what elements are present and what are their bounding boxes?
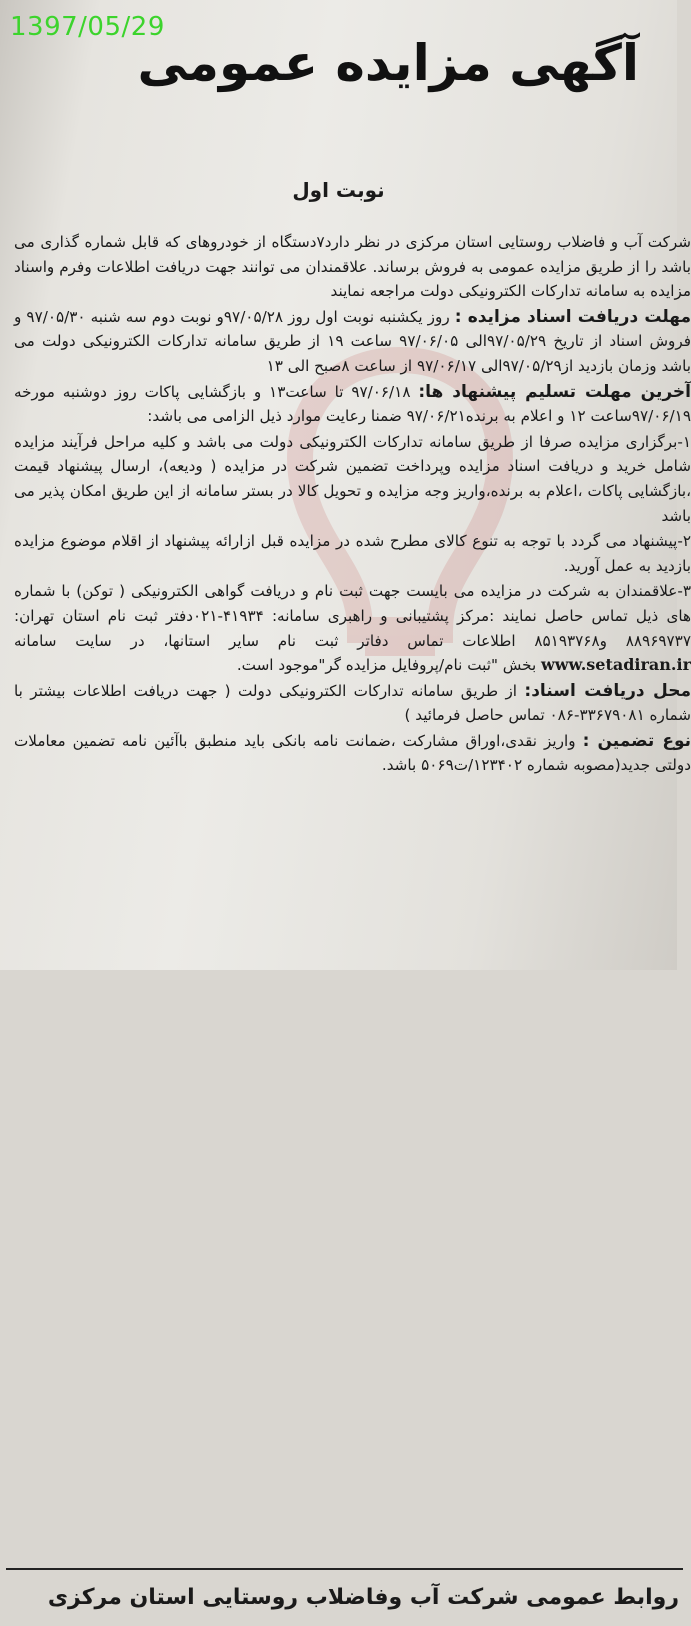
delivery-paragraph [14,679,691,728]
condition-item-3-text: ۳-علاقمندان به شرکت در مزایده می بایست جهت ثبت نام و دریافت گواهی الکترونیکی ( توکن) با شماره های ذیل تماس حاصل نمایند :مرکز پشتیبانی و راهبری سامانه: ۴۱۹۳۴-۰۲۱دفتر ثبت نام استان تهران: ۸۸۹۶۹۷۳۷ و۸۵۱۹۳۷۶۸ اطلاعات تماس دفاتر ثبت نام سایر استانها، در سایت سامانه [14,582,691,650]
delivery-text: از طریق سامانه تدارکات الکترونیکی دولت ( جهت دریافت اطلاعات بیشتر با شماره ۳۳۶۷۹۰۸۱-۰۸۶ تماس حاصل فرمائید ) [14,681,691,725]
docs-deadline-text: روز یکشنبه نوبت اول روز ۹۷/۰۵/۲۸و نوبت دوم سه شنبه ۹۷/۰۵/۳۰ و فروش اسناد از تاریخ ۹۷/۰۵/۲۹الی ۹۷/۰۶/۰۵ ساعت ۱۹ از طریق سامانه تدارکات الکترونیکی دولت می باشد وزمان بازدید از۹۷/۰۵/۲۹الی ۹۷/۰۶/۱۷ از ساعت ۸صبح الی ۱۳ [14,307,691,375]
site-url-suffix: بخش "ثبت نام/پروفایل مزایده گر"موجود است. [236,656,537,675]
announcement-body [14,230,691,778]
offers-deadline-heading: آخرین مهلت تسلیم پیشنهاد ها: [418,381,691,402]
guarantee-text: واریز نقدی،اوراق مشارکت ،ضمانت نامه بانکی باید منطبق باآئین نامه تضمین معاملات دولتی جدید(مصوبه شماره ۱۲۳۴۰۲/ت۵۰۶۹ باشد. [14,731,691,775]
date-stamp: 1397/05/29 [10,12,165,42]
condition-item-1: ۱-برگزاری مزایده صرفا از طریق سامانه تدارکات الکترونیکی دولت می باشد و کلیه مراحل فرآیند مزایده شامل خرید و دریافت اسناد مزایده وپرداخت تضمین شرکت در مزایده ( ودیعه)، ارسال پیشنهاد قیمت ،بازگشایی پاکات ،اعلام به برنده،واریز وجه مزایده و تحویل کالا در بستر سامانه از این طریق امکان پذیر می باشد [14,432,691,525]
condition-item-3 [14,579,691,677]
docs-deadline-heading: مهلت دریافت اسناد مزایده : [454,306,691,327]
guarantee-paragraph [14,729,691,778]
site-url-link[interactable]: www.setadiran.ir [541,655,691,675]
intro-paragraph: شرکت آب و فاضلاب روستایی استان مرکزی در نظر دارد۷دستگاه از خودروهای که قابل شماره گذاری می باشد را از طریق مزایده عمومی به فروش برساند. علاقمندان می توانند جهت دریافت اطلاعات وفرم واسناد مزایده به سامانه تدارکات الکترونیکی دولت مراجعه نمایند [14,233,691,301]
page-title: آگهی مزایده عمومی [137,34,639,92]
guarantee-heading: نوع تضمین : [582,730,691,751]
condition-item-2: ۲-پیشنهاد می گردد با توجه به تنوع کالای مطرح شده در مزایده قبل ازارائه پیشنهاد از اقلام موضوع مزایده بازدید به عمل آورید. [14,532,691,575]
offers-deadline-text: ۹۷/۰۶/۱۸ تا ساعت۱۳ و بازگشایی پاکات روز دوشنبه مورخه ۹۷/۰۶/۱۹ساعت ۱۲ و اعلام به برنده۹۷/۰۶/۲۱ ضمنا رعایت موارد ذیل الزامی می باشد: [14,382,691,426]
footer-signature: روابط عمومی شرکت آب وفاضلاب روستایی استان مرکزی [6,1568,683,1626]
docs-deadline-paragraph [14,305,691,379]
page-subtitle: نوبت اول [292,178,385,202]
offers-deadline-paragraph [14,380,691,429]
delivery-heading: محل دریافت اسناد: [524,680,691,701]
